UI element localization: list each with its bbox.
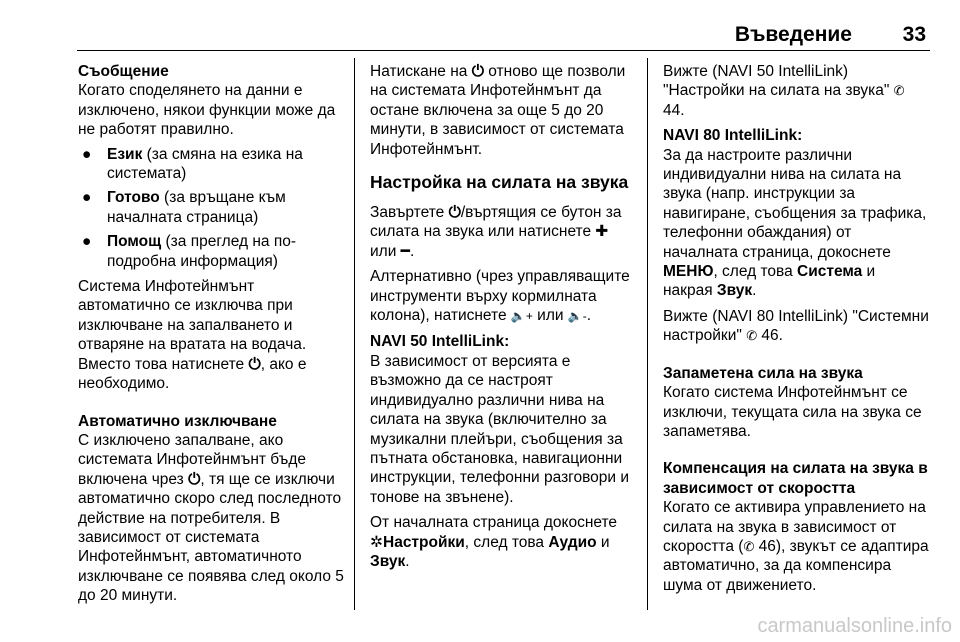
column-1 — [78, 62, 346, 606]
compensation-heading: Компенсация на силата на звука в зависимост от скоростта — [663, 460, 928, 497]
paragraph: Когато система Инфотейнмънт се изключи, текущата сила на звука се запаметява. — [663, 384, 922, 440]
paragraph: Когато се активира управлението на силата на звука в зависимост от скоростта (✆ 46), звукът се адаптира автоматично, за да компенсира шума от движението. — [663, 499, 929, 594]
navi50-heading: NAVI 50 IntelliLink: — [370, 333, 510, 351]
page-reference-icon: ✆ — [893, 83, 905, 99]
paragraph: Вижте (NAVI 50 IntelliLink) "Настройки на силата на звука" ✆ 44. — [663, 63, 905, 119]
paragraph: Алтернативно (чрез управляващите инструменти върху кормилната колона), натиснете 🔈+ или 🔈-. — [370, 268, 630, 325]
section-heading: Настройка на силата на звука — [370, 172, 629, 193]
list-item: ● Готово (за връщане към началната страница) — [82, 189, 286, 226]
page-reference-icon: ✆ — [743, 538, 755, 554]
page-number: 33 — [902, 23, 926, 46]
list-item: ● Помощ (за преглед на по-подробна информация) — [82, 233, 297, 270]
plus-icon: ✚ — [595, 223, 609, 241]
volume-down-icon: 🔈- — [567, 309, 587, 324]
paragraph: Система Инфотейнмънт автоматично се изключва при изключване на запалването и отваряне на вратата на водача. Вместо това натиснете ⏻, ако е необходимо. — [78, 278, 307, 393]
power-icon: ⏻ — [248, 355, 261, 373]
auto-off-heading: Автоматично изключване — [78, 412, 277, 430]
paragraph: Натискане на ⏻ отново ще позволи на системата Инфотейнмънт да остане включена за още 5 до 20 минути, в зависимост от системата Инфотейнмънт. — [370, 63, 626, 158]
paragraph: Вижте (NAVI 80 IntelliLink) "Системни настройки" ✆ 46. — [663, 307, 929, 345]
column-divider — [354, 58, 355, 610]
message-heading: Съобщение — [78, 63, 169, 80]
message-text: Когато споделянето на данни е изключено, някои функции може да не работят правилно. — [78, 82, 336, 139]
minus-icon: ━ — [400, 242, 411, 260]
paragraph: Завъртете ⏻/въртящия се бутон за силата на звука или натиснете ✚ или ━. — [370, 204, 622, 260]
paragraph: От началната страница докоснете ✲Настройки, след това Аудио и Звук. — [370, 514, 618, 570]
power-icon: ⏻ — [448, 204, 461, 222]
page-reference-icon: ✆ — [746, 328, 758, 344]
power-icon: ⏻ — [471, 63, 484, 80]
list-item: ● Език (за смяна на езика на системата) — [82, 145, 303, 183]
paragraph: За да настроите различни индивидуални нива на силата на звука (напр. инструкции за навигиране, съобщения за трафика, телефонни обаждания) от началната страница, докоснете МЕНЮ, след това Система и накрая Звук. — [663, 146, 927, 300]
saved-volume-heading: Запаметена сила на звука — [663, 364, 863, 382]
navi80-heading: NAVI 80 IntelliLink: — [663, 127, 803, 145]
column-2 — [370, 62, 635, 571]
paragraph: С изключено запалване, ако системата Инфотейнмънт бъде включена чрез ⏻, тя ще се изключи автоматично скоро след последното действие на потребителя. В зависимост от системата Инфотейнмънт, автоматичното изключване се появява след около 5 до 20 минути. — [78, 431, 344, 605]
gear-icon: ✲ — [370, 533, 383, 551]
page-header — [77, 0, 930, 51]
volume-up-icon: 🔈+ — [510, 309, 533, 324]
page-title: Въведение — [734, 23, 852, 46]
paragraph: В зависимост от версията е възможно да се настроят индивидуално различни нива на силата на звука (включително за музикални плейъри, съобщения за пътната обстановка, навигационни инструкции, телефонни разговори и тонове на звънене). — [370, 352, 630, 506]
power-icon: ⏻ — [188, 470, 201, 488]
watermark: carmanualsonline.info — [757, 615, 952, 637]
column-3 — [663, 62, 929, 595]
column-divider — [647, 58, 648, 610]
